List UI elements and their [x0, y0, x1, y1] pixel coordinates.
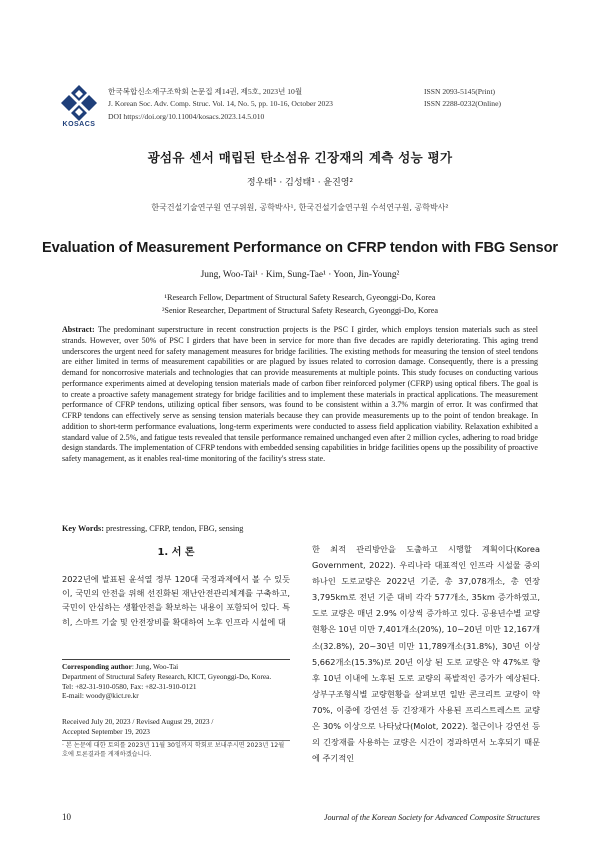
received-line-1: Received July 20, 2023 / Revised August 29, 2023 /: [62, 717, 214, 726]
korean-authors: 정우태¹ · 김성태¹ · 윤진영²: [246, 178, 354, 188]
journal-citation: [108, 86, 333, 123]
korean-title: 광섬유 센서 매립된 탄소섬유 긴장재의 계측 성능 평가: [147, 150, 453, 165]
issn-block: [424, 86, 501, 111]
intro-right-column: 한 최적 관리방안을 도출하고 시행할 계획이다(Korea Government, 2022). 우리나라 대표적인 인프라 시설물 중의 하나인 도로교량은 2022년 기준, 총 37,078개소, 총 연장 3,795km로 전년 기준 대비 각각 577개소, 35km 증가하였고, 도로 교량은 매년 2.9% 이상씩 증가하고 있다. 공용년수별 교량 현황은 10년 미만 7,401개소(20%), 10~20년 미만 12,167개소(32.8%), 20~30년 미만 11,789개소(31.8%), 30년 이상 5,662개소(15.3%)로 20년 이상 된 도로 교량은 약 47%로 향후 10년 이내에 노후된 도로 교량의 폭발적인 증가가 예상된다. 상부구조형식별 교량현황을 살펴보면 일반 콘크리트 교량이 약 70%, 이중에 강연선 등 긴장재가 사용된 프리스트레스트 교량은 30% 이상으로 나타났다(Molot, 2022). 철근이나 강연선 등의 긴장재를 사용하는 교량은 시간이 경과하면서 노후되기 때문에 주기적인: [312, 544, 540, 764]
keywords: [62, 524, 538, 533]
english-affiliations: [0, 292, 600, 317]
received-dates: [62, 717, 290, 737]
received-line-2: Accepted September 19, 2023: [62, 727, 150, 736]
korean-affiliation: 한국건설기술연구원 연구위원, 공학박사¹, 한국건설기술연구원 수석연구원, 공학박사²: [151, 203, 449, 212]
issn-print: ISSN 2093-5145(Print): [424, 87, 496, 96]
keywords-label: Key Words:: [62, 524, 104, 533]
note-divider: [62, 740, 290, 741]
abstract: [62, 325, 538, 465]
page-number: 10: [62, 812, 71, 822]
english-authors: Jung, Woo-Tai¹ · Kim, Sung-Tae¹ · Yoon, Jin-Young²: [200, 270, 400, 280]
intro-left-column: 2022년에 발표된 윤석열 정부 120대 국정과제에서 볼 수 있듯이, 국민의 안전을 위해 선진화된 재난안전관리체계를 구축하고, 국민이 안심하는 생활안전을 확보하는 내용이 포함되어 있다. 특히, 스마트 기술 및 안전장비를 확대하여 노후 인프라 시설에 대: [62, 574, 290, 627]
citation-english: J. Korean Soc. Adv. Comp. Struc. Vol. 14, No. 5, pp. 10-16, October 2023: [108, 99, 333, 109]
correspondence-block: [62, 662, 290, 701]
affiliation-1: ¹Research Fellow, Department of Structural Safety Research, Gyeonggi-Do, Korea: [164, 293, 436, 302]
affiliation-2: ²Senior Researcher, Department of Structural Safety Research, Gyeonggi-Do, Korea: [161, 305, 439, 315]
english-title: Evaluation of Measurement Performance on CFRP tendon with FBG Sensor: [42, 240, 558, 256]
discussion-note: · 본 논문에 대한 토의를 2023년 11월 30일까지 학회로 보내주시면 2023년 12월호에 토론결과를 게재하겠습니다.: [62, 742, 285, 758]
keywords-text: prestressing, CFRP, tendon, FBG, sensing: [105, 524, 244, 533]
corresponding-tel: Tel: +82-31-910-0580, Fax: +82-31-910-0121: [62, 681, 197, 691]
citation-doi[interactable]: DOI https://doi.org/10.11004/kosacs.2023.14.5.010: [108, 111, 265, 121]
corresponding-name: : Jung, Woo-Tai: [131, 662, 179, 671]
society-logo: [60, 84, 98, 122]
journal-footer: Journal of the Korean Society for Advanced Composite Structures: [323, 813, 540, 822]
abstract-text: The predominant superstructure in recent construction projects is the PSC I girder, which employs tension materials such as steel strands. However, over 50% of PSC I girders that have been in service for more than five decades are rapidly deteriorating. This aging trend underscores the urgent need for safety management measures for bridge facilities. The existing methods for measuring the tension of steel tendons are either limited in terms of measurement capabilities or are plagued by issues related to corrosion damage. Consequently, there is a pressing demand for noncorrosive materials and technologies that can provide measurements at multiple points. This study focuses on conducting various performance experiments aimed at developing tension materials made of carbon fiber reinforced polymer (CFRP) using optical fibers. The goal is to create a proactive safety management strategy for bridge facilities and to implement these materials in practical applications. The measurement performance of CFRP tendons, utilizing optical fiber sensors, was found to be consistent within a 3.7% margin of error. It was confirmed that CFRP tendons can effectively serve as sensing tension materials because they can provide measurements up to the point of tendon breakage. In addition to short-term performance evaluations, long-term experiments were conducted to assess field application viability. Relaxation exhibited a standard value of 2.5%, and fatigue tests revealed that tensile performance remained unchanged even after 2 million cycles, adhering to road bridge design standards. The implementation of CFRP tendons with embedded sensing capabilities in bridge facilities opens up the possibility of proactive safety management, as it enables real-time monitoring of the facility's stress state.: [62, 325, 538, 463]
corresponding-dept: Department of Structural Safety Research, KICT, Gyeonggi-Do, Korea.: [62, 671, 272, 681]
citation-korean: 한국복합신소재구조학회 논문집 제14권, 제5호, 2023년 10월: [108, 87, 303, 96]
corresponding-email[interactable]: E-mail: woody@kict.re.kr: [62, 691, 139, 701]
footnote-divider: [62, 659, 290, 660]
issn-online: ISSN 2288-0232(Online): [424, 99, 501, 109]
logo-wordmark: KOSACS: [62, 121, 96, 128]
abstract-label: Abstract:: [62, 325, 95, 334]
corresponding-label: Corresponding author: [62, 662, 132, 671]
section-title: 1. 서 론: [157, 547, 195, 558]
